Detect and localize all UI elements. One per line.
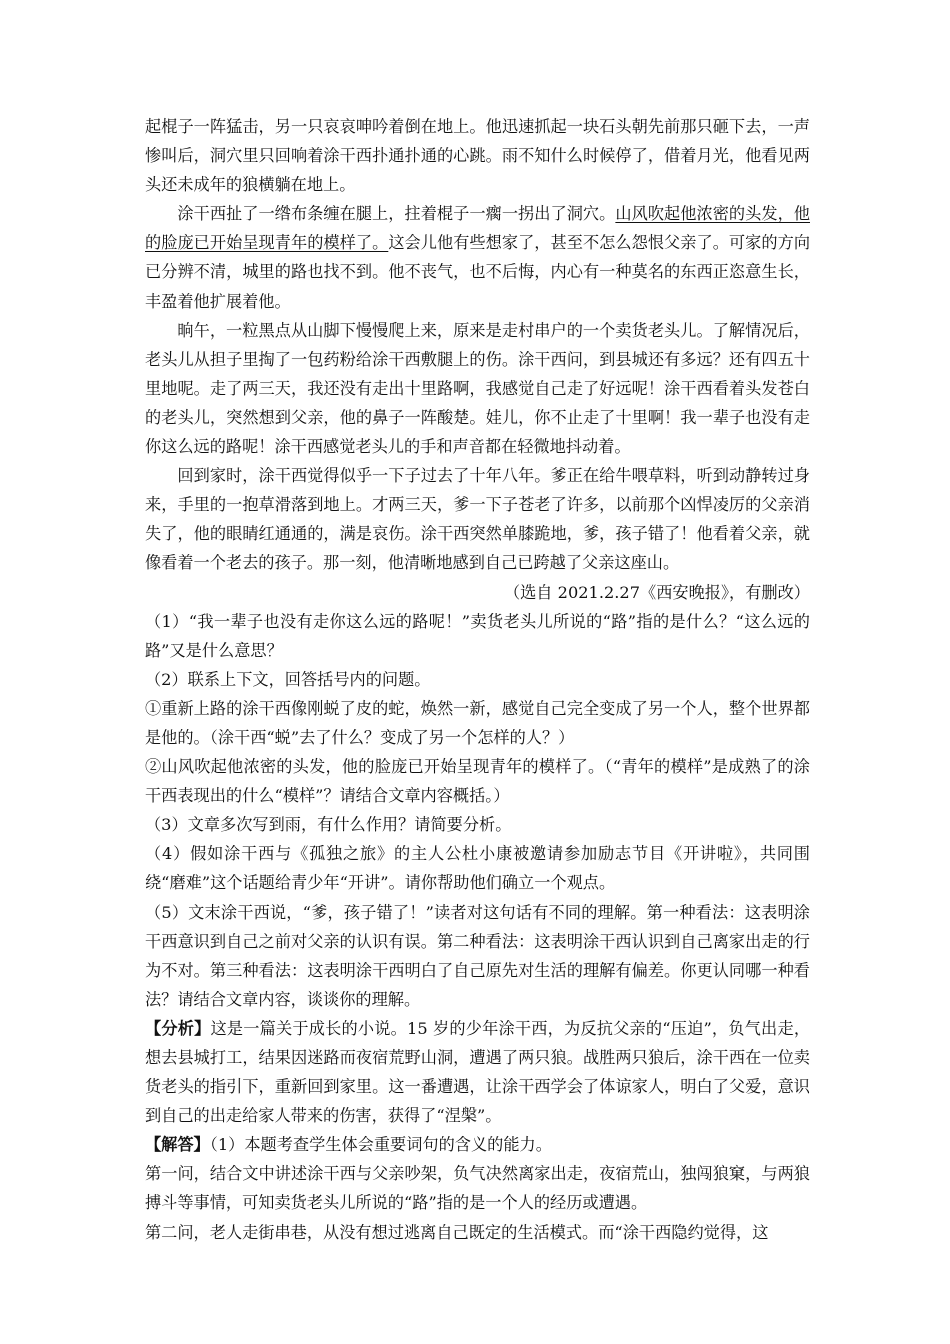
question-1: （1）“我一辈子也没有走你这么远的路呢！”卖货老头儿所说的“路”指的是什么？“这么远的路”又是什么意思？ — [145, 611, 810, 660]
analysis-label: 【分析】 — [145, 1018, 211, 1038]
answer-part-1: 第一问，结合文中讲述涂干西与父亲吵架，负气决然离家出走，夜宿荒山，独闯狼窠，与两狼搏斗等事情，可知卖货老头儿所说的“路”指的是一个人的经历或遭遇。 — [145, 1164, 810, 1213]
answer-label: 【解答】 — [145, 1135, 210, 1155]
source-citation: （选自 2021.2.27《西安晚报》，有删改） — [503, 582, 810, 602]
question-4: （4）假如涂干西与《孤独之旅》的主人公杜小康被邀请参加励志节目《开讲啦》，共同围绕“磨难”这个话题给青少年“开讲”。请你帮助他们确立一个观点。 — [145, 844, 810, 893]
question-2-sub-1: ①重新上路的涂干西像刚蜕了皮的蛇，焕然一新，感觉自己完全变成了另一个人，整个世界都是他的。（涂干西“蜕”去了什么？变成了另一个怎样的人？） — [145, 698, 810, 747]
story-paragraph-2 — [145, 199, 810, 315]
story-paragraph-2-end: 这会儿他有些想家了，甚至不怎么怨恨父亲了。可家的方向已分辨不清，城里的路也找不到。他不丧气，也不后悔，内心有一种莫名的东西正恣意生长，丰盈着他扩展着他。 — [145, 233, 811, 311]
question-5: （5）文末涂干西说，“爹，孩子错了！”读者对这句话有不同的理解。第一种看法：这表明涂干西意识到自己之前对父亲的认识有误。第二种看法：这表明涂干西认识到自己离家出走的行为不对。第三种看法：这表明涂干西明白了自己原先对生活的理解有偏差。你更认同哪一种看法？请结合文章内容，谈谈你的理解。 — [145, 902, 810, 1009]
question-3: （3）文章多次写到雨，有什么作用？请简要分析。 — [145, 815, 512, 835]
question-2-sub-2: ②山风吹起他浓密的头发，他的脸庞已开始呈现青年的模样了。（“青年的模样”是成熟了的涂干西表现出的什么“模样”？请结合文章内容概括。） — [145, 757, 810, 806]
answer-part-2: 第二问，老人走街串巷，从没有想过逃离自己既定的生活模式。而“涂干西隐约觉得，这 — [145, 1222, 769, 1242]
analysis-paragraph — [145, 1014, 810, 1130]
question-2: （2）联系上下文，回答括号内的问题。 — [145, 669, 431, 689]
story-paragraph-3: 晌午，一粒黑点从山脚下慢慢爬上来，原来是走村串户的一个卖货老头儿。了解情况后，老头儿从担子里掏了一包药粉给涂干西敷腿上的伤。涂干西问，到县城还有多远？还有四五十里地呢。走了两三天，我还没有走出十里路啊，我感觉自己走了好远呢！涂干西看着头发苍白的老头儿，突然想到父亲，他的鼻子一阵酸楚。娃儿，你不止走了十里啊！我一辈子也没有走你这么远的路呢！涂干西感觉老头儿的手和声音都在轻微地抖动着。 — [145, 320, 810, 457]
underlined-sentence: 山风吹起他浓密的头发，他的脸庞已开始呈现青年的模样了。 — [145, 204, 810, 253]
answer-intro-text: （1）本题考查学生体会重要词句的含义的能力。 — [209, 1135, 552, 1155]
document-page — [145, 112, 810, 1247]
story-paragraph-2-start: 涂干西扯了一绺布条缠在腿上，拄着棍子一瘸一拐出了洞穴。 — [177, 204, 616, 224]
story-paragraph-4: 回到家时，涂干西觉得似乎一下子过去了十年八年。爹正在给牛喂草料，听到动静转过身来，手里的一抱草滑落到地上。才两三天，爹一下子苍老了许多，以前那个凶悍凌厉的父亲消失了，他的眼睛红通通的，满是哀伤。涂干西突然单膝跪地，爹，孩子错了！他看着父亲，就像看着一个老去的孩子。那一刻，他清晰地感到自己已跨越了父亲这座山。 — [145, 466, 810, 573]
answer-intro — [145, 1130, 810, 1159]
story-paragraph-1: 起棍子一阵猛击，另一只哀哀呻吟着倒在地上。他迅速抓起一块石头朝先前那只砸下去，一声惨叫后，洞穴里只回响着涂干西扑通扑通的心跳。雨不知什么时候停了，借着月光，他看见两头还未成年的狼横躺在地上。 — [145, 117, 810, 195]
analysis-text: 这是一篇关于成长的小说。15 岁的少年涂干西，为反抗父亲的“压迫”，负气出走，想去县城打工，结果因迷路而夜宿荒野山洞，遭遇了两只狼。战胜两只狼后，涂干西在一位卖货老头的指引下，重新回到家里。这一番遭遇，让涂干西学会了体谅家人，明白了父爱，意识到自己的出走给家人带来的伤害，获得了“涅槃”。 — [145, 1018, 811, 1126]
